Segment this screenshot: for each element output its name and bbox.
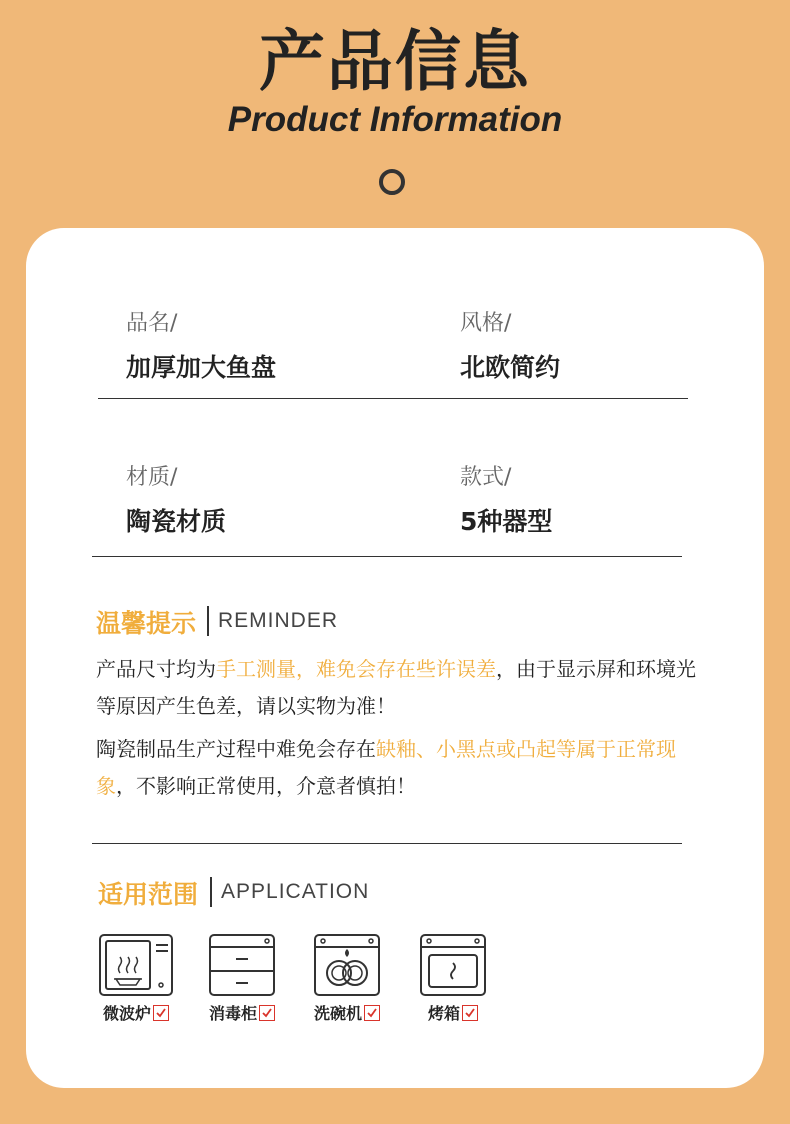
application-label: 微波炉 xyxy=(103,1001,169,1024)
reminder-text: 陶瓷制品生产过程中难免会存在 xyxy=(96,737,376,761)
spec-value-material: 陶瓷材质 xyxy=(126,507,227,536)
ring-icon xyxy=(379,169,405,195)
reminder-text: ，由于显示屏和环境光等原因产生色差，请以实物为准！ xyxy=(96,657,696,718)
application-item-sterilizer xyxy=(197,933,287,1024)
check-icon xyxy=(259,1005,275,1021)
divider xyxy=(92,556,682,557)
application-item-dishwasher xyxy=(302,933,392,1024)
application-item-microwave xyxy=(91,933,181,1024)
microwave-icon xyxy=(98,933,174,997)
spec-label-style: 风格/ xyxy=(460,311,512,336)
application-label: 烤箱 xyxy=(428,1001,478,1024)
sterilizer-icon xyxy=(204,933,280,997)
spec-label-material: 材质/ xyxy=(126,465,178,490)
spec-value-type: 5种器型 xyxy=(460,507,553,536)
title-separator xyxy=(207,606,209,636)
spec-label-type: 款式/ xyxy=(460,465,512,490)
check-icon xyxy=(462,1005,478,1021)
spec-value-name: 加厚加大鱼盘 xyxy=(126,353,277,382)
spec-value-style: 北欧简约 xyxy=(460,353,561,382)
reminder-title-en: REMINDER xyxy=(218,609,339,632)
check-icon xyxy=(364,1005,380,1021)
application-title-en: APPLICATION xyxy=(221,880,370,903)
page-title: 产品信息 xyxy=(259,23,531,100)
application-item-oven xyxy=(408,933,498,1024)
spec-label-name: 品名/ xyxy=(126,311,178,336)
application-label: 消毒柜 xyxy=(209,1001,275,1024)
divider xyxy=(92,843,682,844)
info-card xyxy=(26,228,764,1088)
page-subtitle: Product Information xyxy=(227,100,563,139)
reminder-text: 产品尺寸均为 xyxy=(96,657,216,681)
application-title: 适用范围 xyxy=(98,880,199,909)
reminder-highlight: 缺釉、小黑点或凸起等属于正常现象 xyxy=(96,737,676,798)
title-separator xyxy=(210,877,212,907)
reminder-paragraph-2 xyxy=(96,731,706,805)
application-label: 洗碗机 xyxy=(314,1001,380,1024)
reminder-highlight: 手工测量，难免会存在些许误差 xyxy=(216,657,496,681)
reminder-paragraph-1 xyxy=(96,651,706,725)
check-icon xyxy=(153,1005,169,1021)
reminder-text: ，不影响正常使用，介意者慎拍！ xyxy=(116,774,416,798)
reminder-title: 温馨提示 xyxy=(96,609,197,638)
oven-icon xyxy=(415,933,491,997)
dishwasher-icon xyxy=(309,933,385,997)
divider xyxy=(98,398,688,399)
